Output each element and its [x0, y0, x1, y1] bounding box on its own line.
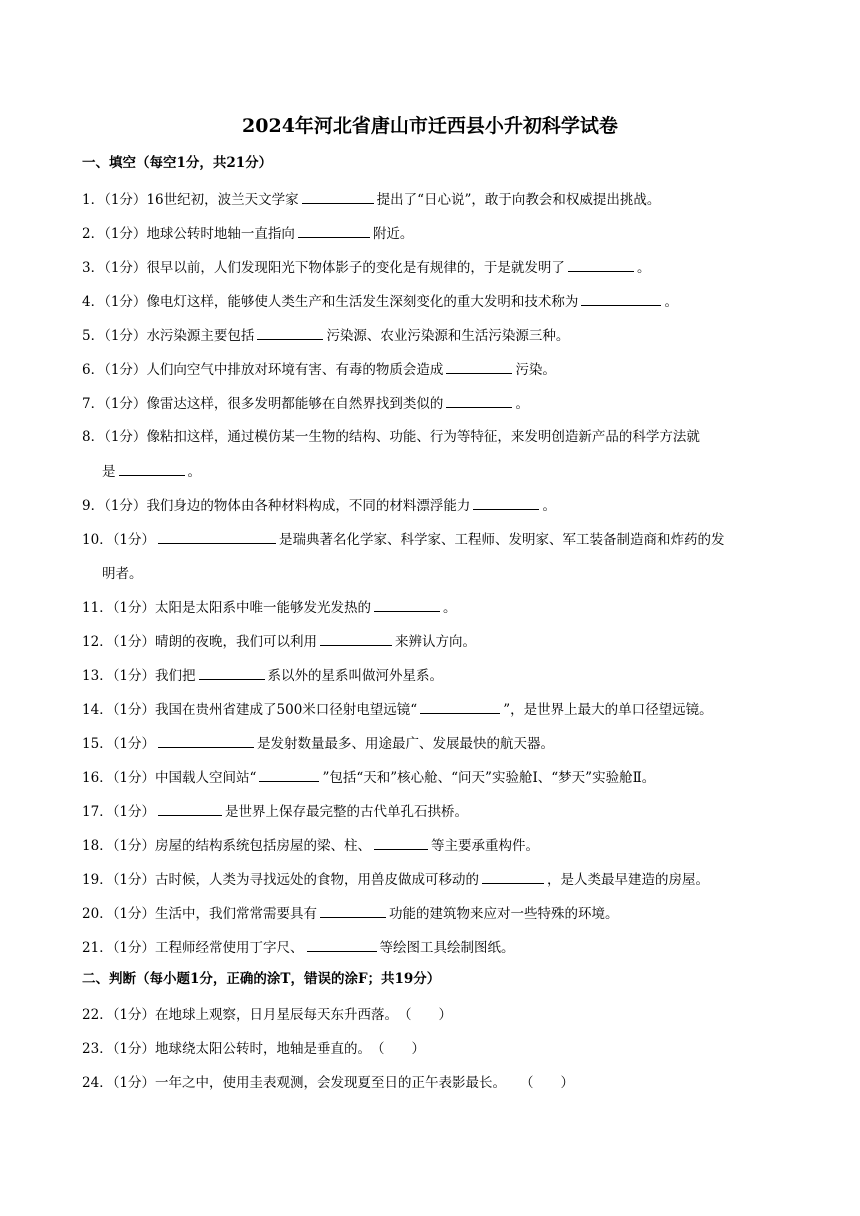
question-text-after: 。 [664, 294, 678, 310]
question-text-after: ”，是世界上最大的单口径望远镜。 [503, 702, 713, 718]
answer-blank[interactable] [257, 325, 323, 340]
question-continuation: 是 。 [82, 461, 782, 482]
answer-blank[interactable] [420, 699, 500, 714]
question-16: 16．（1分）中国载人空间站“ ”包括“天和”核心舱、“问天”实验舱Ⅰ、“梦天”实验舱Ⅱ。 [82, 767, 782, 788]
answer-parentheses[interactable]: （ ） [371, 1041, 426, 1057]
question-5: 5．（1分）水污染源主要包括 污染源、农业污染源和生活污染源三种。 [82, 325, 782, 346]
question-score: （1分） [104, 396, 147, 412]
answer-blank[interactable] [446, 359, 512, 374]
answer-blank[interactable] [473, 495, 539, 510]
question-text: 古时候，人类为寻找远处的食物，用兽皮做成可移动的 [155, 872, 480, 888]
question-text-after: 。 [636, 260, 651, 276]
question-score: （1分） [112, 1041, 156, 1057]
question-17: 17．（1分） 是世界上保存最完整的古代单孔石拱桥。 [82, 801, 782, 822]
question-number: 20 [82, 906, 100, 922]
answer-blank[interactable] [307, 937, 377, 952]
question-text-after: 。 [542, 498, 556, 514]
question-14: 14．（1分）我国在贵州省建成了500米口径射电望远镜“ ”，是世界上最大的单口径望远镜。 [82, 699, 782, 720]
answer-parentheses[interactable]: （ ） [520, 1075, 575, 1091]
question-3: 3．（1分）很早以前，人们发现阳光下物体影子的变化是有规律的，于是就发明了 。 [82, 257, 782, 278]
question-11: 11．（1分）太阳是太阳系中唯一能够发光发热的 。 [82, 597, 782, 618]
question-score: （1分） [112, 668, 156, 684]
question-text: 我们身边的物体由各种材料构成，不同的材料漂浮能力 [146, 498, 471, 514]
question-text: 很早以前，人们发现阳光下物体影子的变化是有规律的，于是就发明了 [146, 260, 565, 276]
question-continuation: 明者。 [102, 566, 143, 582]
question-15: 15．（1分） 是发射数量最多、用途最广、发展最快的航天器。 [82, 733, 782, 754]
question-19: 19．（1分）古时候，人类为寻找远处的食物，用兽皮做成可移动的 ，是人类最早建造的房屋。 [82, 869, 782, 890]
question-number: 10 [82, 532, 100, 548]
question-text-after: 来辨认方向。 [395, 634, 477, 650]
question-score: （1分） [112, 1007, 156, 1023]
question-text: 工程师经常使用丁字尺、 [155, 940, 304, 956]
question-9: 9．（1分）我们身边的物体由各种材料构成，不同的材料漂浮能力 。 [82, 495, 782, 516]
question-number: 17 [82, 804, 100, 820]
answer-blank[interactable] [374, 835, 428, 850]
question-text-after: 是瑞典著名化学家、科学家、工程师、发明家、军工装备制造商和炸药的发 [279, 532, 725, 548]
question-number: 9 [82, 498, 91, 514]
question-text-after: 污染源、农业污染源和生活污染源三种。 [326, 328, 570, 344]
question-text-after: 。 [515, 396, 529, 412]
question-text: 水污染源主要包括 [146, 328, 255, 344]
question-number: 21 [82, 940, 100, 956]
question-score: （1分） [112, 736, 156, 752]
answer-parentheses[interactable]: （ ） [398, 1007, 453, 1023]
question-text: 像雷达这样，很多发明都能够在自然界找到类似的 [146, 396, 444, 412]
question-text-after: 是发射数量最多、用途最广、发展最快的航天器。 [257, 736, 555, 752]
question-score: （1分） [104, 429, 147, 445]
question-score: （1分） [112, 838, 156, 854]
question-number: 4 [82, 294, 91, 310]
question-text: 16世纪初，波兰天文学家 [146, 192, 299, 208]
question-score: （1分） [104, 260, 147, 276]
question-text-after: 提出了“日心说”，敢于向教会和权威提出挑战。 [376, 192, 661, 208]
question-number: 16 [82, 770, 100, 786]
question-text-after: ”包括“天和”核心舱、“问天”实验舱Ⅰ、“梦天”实验舱Ⅱ。 [322, 770, 656, 786]
answer-blank[interactable] [298, 223, 370, 238]
question-number: 11 [82, 600, 100, 616]
question-text: 人们向空气中排放对环境有害、有毒的物质会造成 [146, 362, 444, 378]
question-score: （1分） [112, 702, 156, 718]
answer-blank[interactable] [259, 767, 319, 782]
question-score: （1分） [112, 770, 156, 786]
question-score: （1分） [104, 328, 147, 344]
question-text-after: 。 [443, 600, 457, 616]
answer-blank[interactable] [199, 665, 265, 680]
question-number: 8 [82, 429, 91, 445]
question-text: 地球公转时地轴一直指向 [146, 226, 295, 242]
question-text: 一年之中，使用圭表观测，会发现夏至日的正午表影最长。 [155, 1075, 507, 1091]
question-text-after: 污染。 [515, 362, 556, 378]
question-number: 13 [82, 668, 100, 684]
question-text-after: 是世界上保存最完整的古代单孔石拱桥。 [225, 804, 469, 820]
question-number: 14 [82, 702, 100, 718]
question-7: 7．（1分）像雷达这样，很多发明都能够在自然界找到类似的 。 [82, 393, 782, 414]
question-number: 1 [82, 192, 91, 208]
question-number: 19 [82, 872, 100, 888]
question-text: 我国在贵州省建成了500米口径射电望远镜“ [155, 702, 418, 718]
answer-blank[interactable] [320, 631, 392, 646]
question-4: 4．（1分）像电灯这样，能够使人类生产和生活发生深刻变化的重大发明和技术称为 。 [82, 291, 782, 312]
question-score: （1分） [104, 226, 147, 242]
question-score: （1分） [104, 498, 147, 514]
question-score: （1分） [112, 906, 156, 922]
question-text-after: 系以外的星系叫做河外星系。 [267, 668, 444, 684]
question-13: 13．（1分）我们把 系以外的星系叫做河外星系。 [82, 665, 782, 686]
question-text-after: 等绘图工具绘制图纸。 [379, 940, 515, 956]
question-number: 23 [82, 1041, 100, 1057]
question-text: 地球绕太阳公转时，地轴是垂直的。 [155, 1041, 372, 1057]
question-score: （1分） [112, 634, 156, 650]
answer-blank[interactable] [119, 461, 185, 476]
question-score: （1分） [112, 600, 156, 616]
question-20: 20．（1分）生活中，我们常常需要具有 功能的建筑物来应对一些特殊的环境。 [82, 903, 782, 924]
question-12: 12．（1分）晴朗的夜晚，我们可以利用 来辨认方向。 [82, 631, 782, 652]
question-score: （1分） [104, 294, 147, 310]
answer-blank[interactable] [568, 257, 634, 272]
question-number: 5 [82, 328, 91, 344]
question-text: 晴朗的夜晚，我们可以利用 [155, 634, 318, 650]
question-21: 21．（1分）工程师经常使用丁字尺、 等绘图工具绘制图纸。 [82, 937, 782, 958]
question-number: 6 [82, 362, 91, 378]
answer-blank[interactable] [158, 529, 276, 544]
question-text: 生活中，我们常常需要具有 [155, 906, 318, 922]
section-heading-fill-in: 一、填空（每空1分，共21分） [82, 155, 273, 171]
question-text: 像电灯这样，能够使人类生产和生活发生深刻变化的重大发明和技术称为 [146, 294, 579, 310]
question-1: 1．（1分）16世纪初，波兰天文学家 提出了“日心说”，敢于向教会和权威提出挑战。 [82, 189, 782, 210]
question-text: 像粘扣这样，通过模仿某一生物的结构、功能、行为等特征，来发明创造新产品的科学方法就 [146, 429, 700, 445]
answer-blank[interactable] [302, 189, 374, 204]
answer-blank[interactable] [374, 597, 440, 612]
question-text-after: 等主要承重构件。 [431, 838, 540, 854]
question-text: 我们把 [155, 668, 196, 684]
question-10: 10．（1分） 是瑞典著名化学家、科学家、工程师、发明家、军工装备制造商和炸药的发 明者。 [82, 529, 782, 584]
question-number: 18 [82, 838, 100, 854]
question-18: 18．（1分）房屋的结构系统包括房屋的梁、柱、 等主要承重构件。 [82, 835, 782, 856]
question-text: 在地球上观察，日月星辰每天东升西落。 [155, 1007, 399, 1023]
question-number: 15 [82, 736, 100, 752]
question-score: （1分） [104, 362, 147, 378]
question-text-after: ，是人类最早建造的房屋。 [547, 872, 710, 888]
question-score: （1分） [112, 532, 156, 548]
question-text-after: 附近。 [372, 226, 414, 242]
question-text-after: 功能的建筑物来应对一些特殊的环境。 [389, 906, 619, 922]
answer-blank[interactable] [320, 903, 386, 918]
question-24: 24．（1分）一年之中，使用圭表观测，会发现夏至日的正午表影最长。 （ ） [82, 1075, 575, 1091]
question-score: （1分） [112, 940, 156, 956]
question-score: （1分） [112, 1075, 156, 1091]
question-score: （1分） [112, 872, 156, 888]
question-number: 2 [82, 226, 91, 242]
question-number: 3 [82, 260, 91, 276]
question-text: 太阳是太阳系中唯一能够发光发热的 [155, 600, 372, 616]
question-number: 7 [82, 396, 91, 412]
question-number: 22 [82, 1007, 100, 1023]
question-22: 22．（1分）在地球上观察，日月星辰每天东升西落。（ ） [82, 1007, 453, 1023]
question-score: （1分） [104, 192, 147, 208]
section-heading-true-false: 二、判断（每小题1分，正确的涂T，错误的涂F；共19分） [82, 971, 441, 987]
question-number: 12 [82, 634, 100, 650]
page-title: 2024年河北省唐山市迁西县小升初科学试卷 [242, 115, 618, 137]
answer-blank[interactable] [446, 393, 512, 408]
question-8: 8．（1分）像粘扣这样，通过模仿某一生物的结构、功能、行为等特征，来发明创造新产品的科学方法就 是 。 [82, 427, 782, 482]
question-6: 6．（1分）人们向空气中排放对环境有害、有毒的物质会造成 污染。 [82, 359, 782, 380]
answer-blank[interactable] [581, 291, 661, 306]
question-number: 24 [82, 1075, 100, 1091]
answer-blank[interactable] [482, 869, 544, 884]
question-2: 2．（1分）地球公转时地轴一直指向 附近。 [82, 223, 782, 244]
question-score: （1分） [112, 804, 156, 820]
answer-blank[interactable] [158, 801, 222, 816]
question-text: 房屋的结构系统包括房屋的梁、柱、 [155, 838, 372, 854]
question-text: 中国载人空间站“ [155, 770, 257, 786]
question-23: 23．（1分）地球绕太阳公转时，地轴是垂直的。（ ） [82, 1041, 426, 1057]
answer-blank[interactable] [158, 733, 254, 748]
